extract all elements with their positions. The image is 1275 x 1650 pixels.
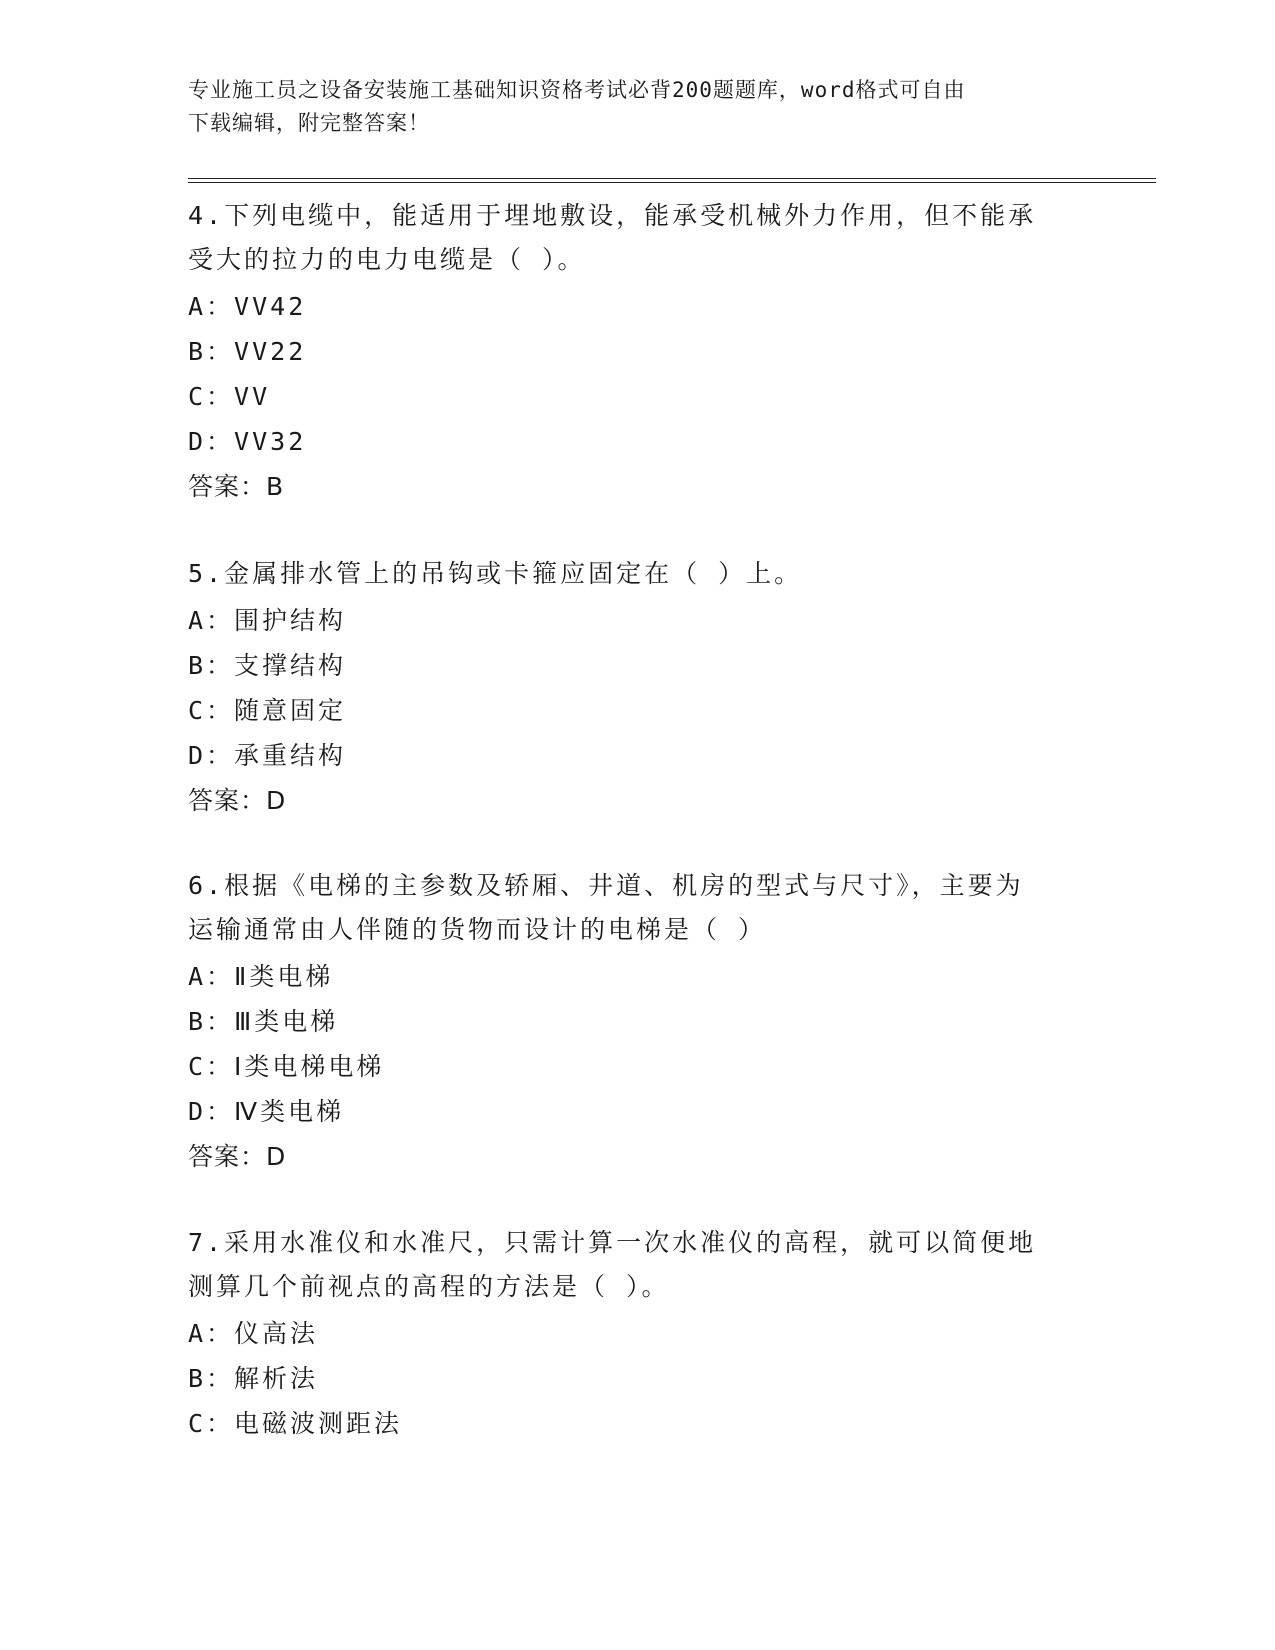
option-d: D：VV32 [188,427,307,456]
answer-text: 答案：D [188,1142,287,1171]
stem-line: 6.根据《电梯的主参数及轿厢、井道、机房的型式与尺寸》，主要为 [188,871,1024,900]
answer-text: 答案：D [188,786,287,815]
question-5 [188,552,1068,823]
option-d: D：Ⅳ类电梯 [188,1097,345,1126]
stem-line: 运输通常由人伴随的货物而设计的电梯是（ ） [188,915,767,944]
option-d: D：承重结构 [188,741,347,770]
stem-line: 5.金属排水管上的吊钩或卡箍应固定在（ ）上。 [188,559,803,588]
header-line-1: 专业施工员之设备安装施工基础知识资格考试必背200题题库，word格式可自由 [188,78,966,102]
option-c: C：VV [188,382,271,411]
question-stem [188,552,1068,596]
stem-line: 7.采用水准仪和水准尺，只需计算一次水准仪的高程，就可以简便地 [188,1228,1037,1257]
stem-line: 受大的拉力的电力电缆是（ ）。 [188,245,586,274]
option-a: A：仪高法 [188,1319,319,1348]
option-c: C：Ⅰ类电梯电梯 [188,1052,385,1081]
option-a: A：VV42 [188,292,307,321]
option-b: B：VV22 [188,337,307,366]
header-divider-top [188,178,1156,179]
question-stem [188,864,1068,952]
question-4 [188,194,1068,509]
option-c: C：随意固定 [188,696,347,725]
header-line-2: 下载编辑，附完整答案！ [188,111,430,135]
document-header [188,74,1068,140]
question-7 [188,1221,1068,1446]
stem-line: 4.下列电缆中，能适用于埋地敷设，能承受机械外力作用，但不能承 [188,201,1037,230]
question-stem [188,1221,1068,1309]
option-a: A：围护结构 [188,606,347,635]
stem-line: 测算几个前视点的高程的方法是（ ）。 [188,1272,670,1301]
option-a: A：Ⅱ类电梯 [188,962,334,991]
option-b: B：支撑结构 [188,651,347,680]
header-divider-bottom [188,182,1156,183]
question-6 [188,864,1068,1179]
option-b: B：Ⅲ类电梯 [188,1007,339,1036]
question-stem [188,194,1068,282]
option-b: B：解析法 [188,1364,319,1393]
option-c: C：电磁波测距法 [188,1409,403,1438]
answer-text: 答案：B [188,472,285,501]
